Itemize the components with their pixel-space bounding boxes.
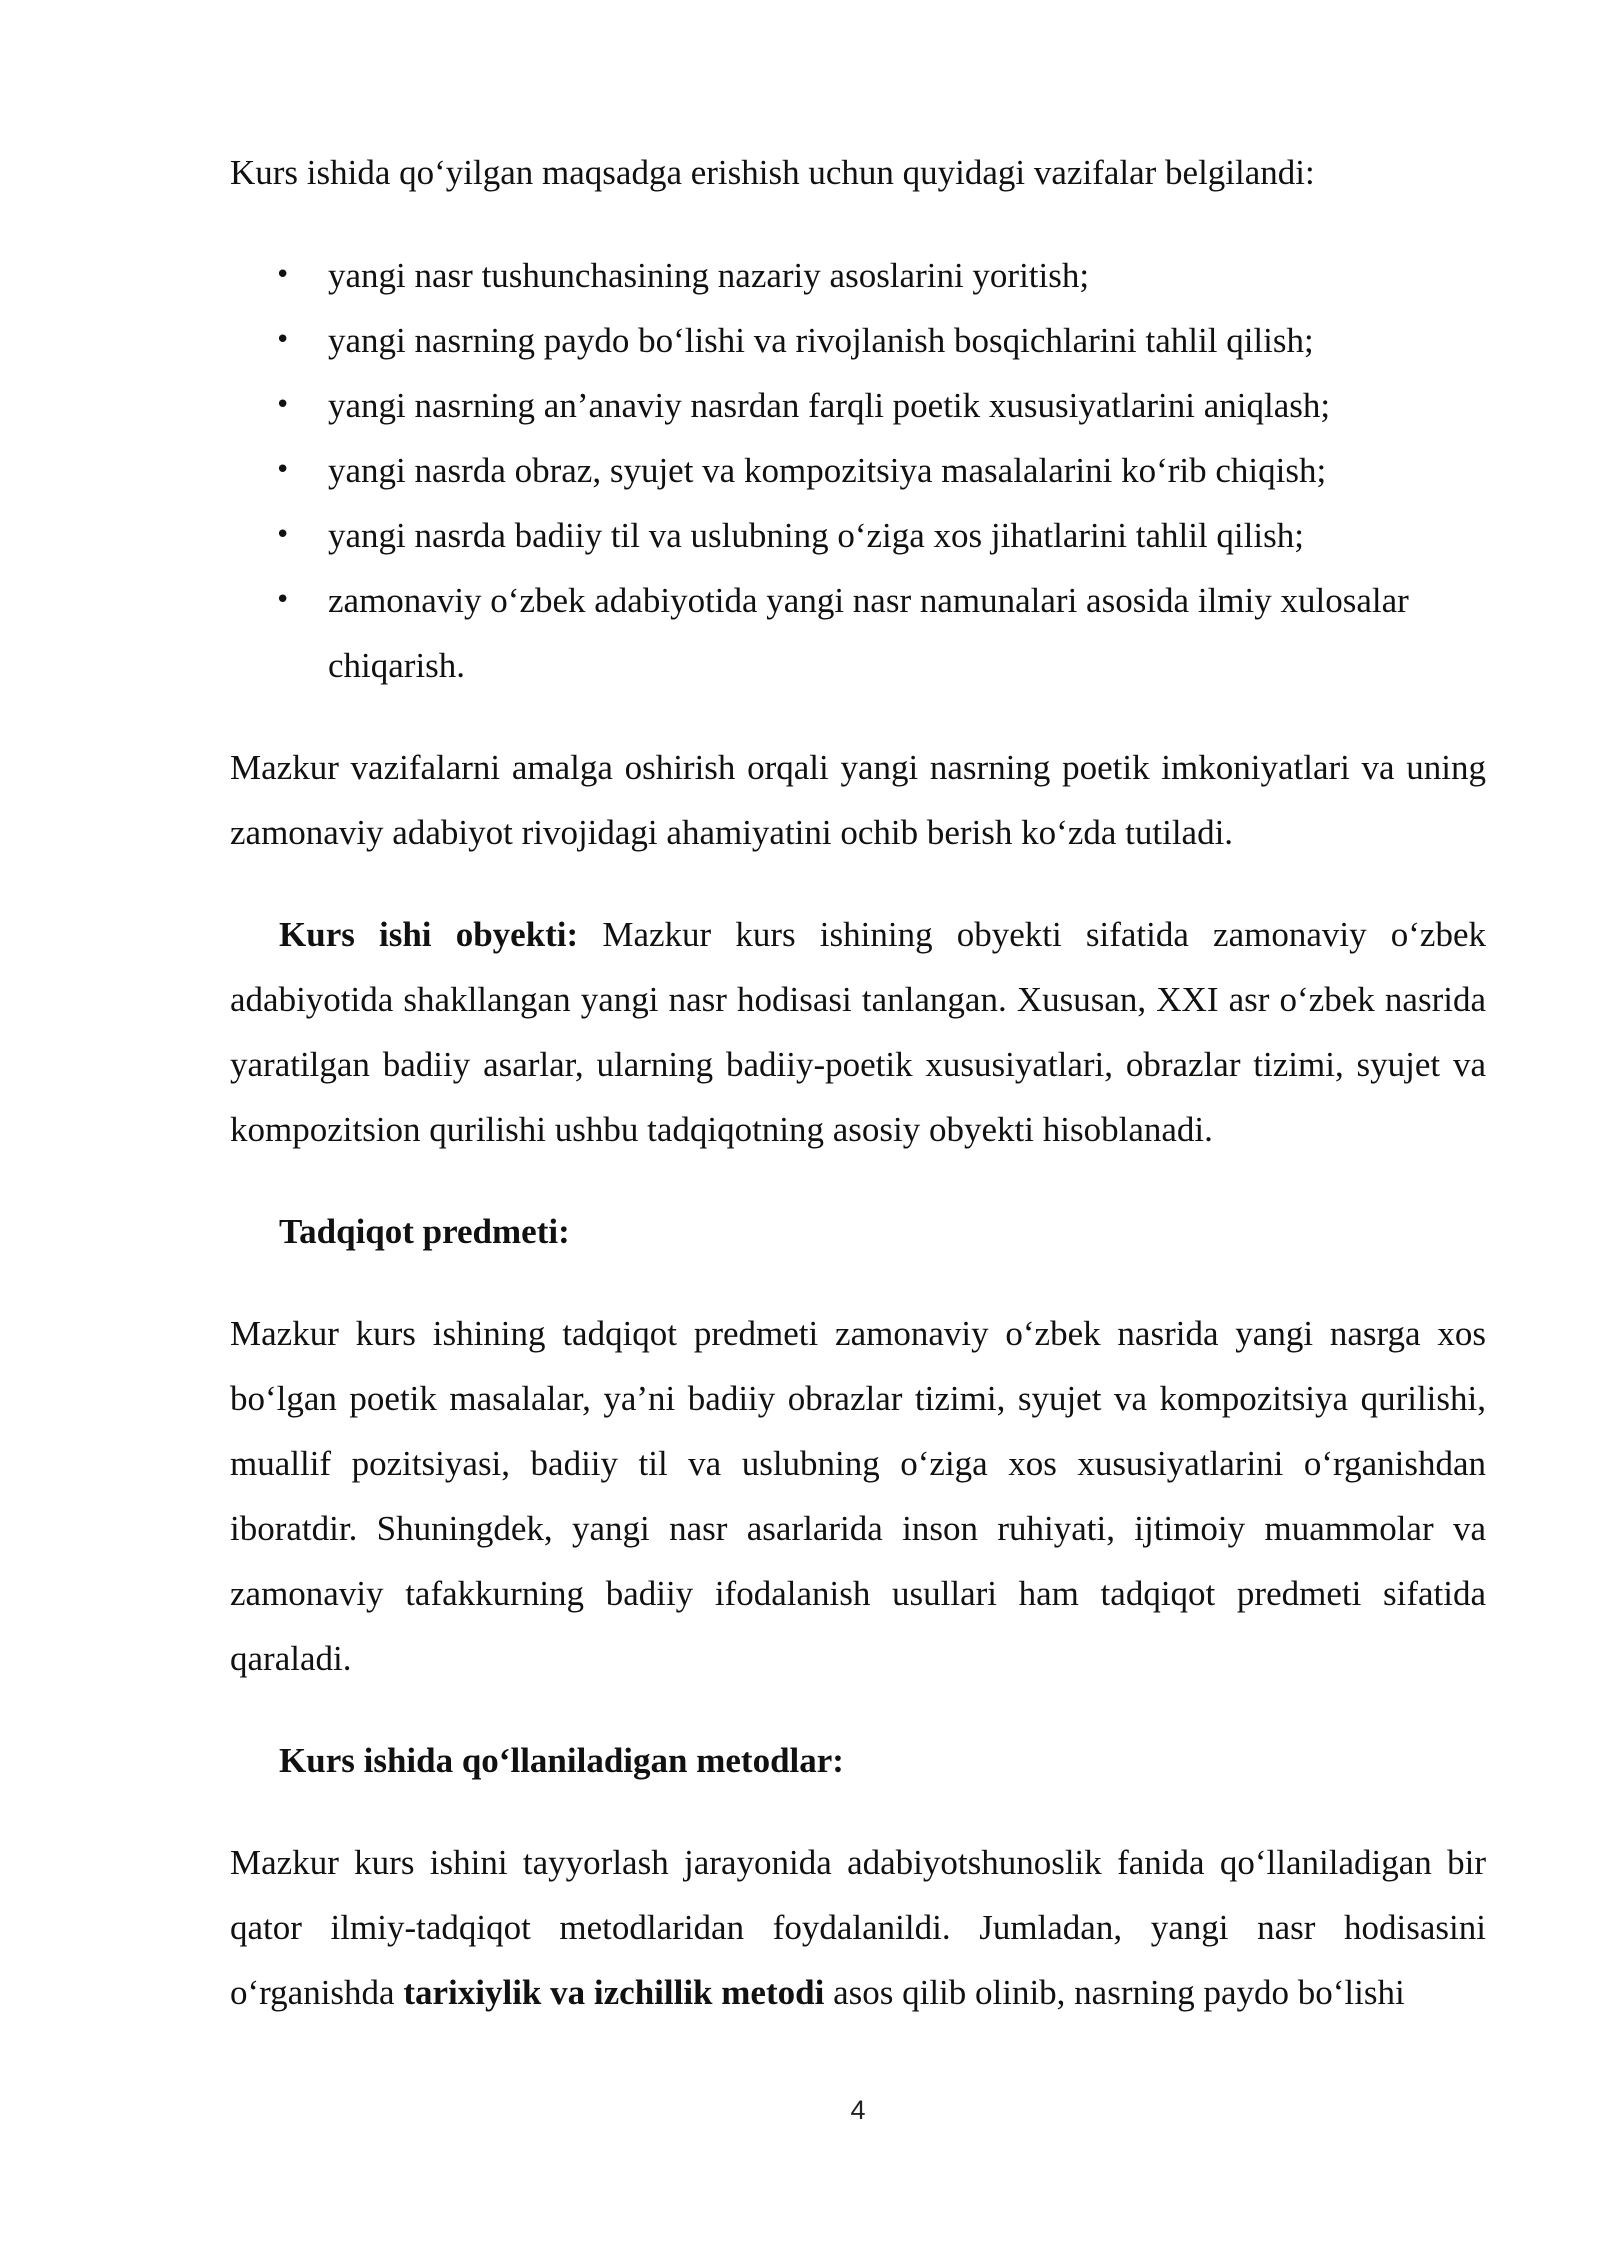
bullet-icon: • xyxy=(275,520,291,550)
bullet-icon: • xyxy=(275,390,291,420)
list-item-text: yangi nasrda obraz, syujet va kompozitsiya masalalarini ko‘rib chiqish; xyxy=(328,451,1327,490)
bullet-icon: • xyxy=(275,585,291,615)
methods-text-after: asos qilib olinib, nasrning paydo bo‘lishi xyxy=(824,1973,1405,2012)
list-item xyxy=(230,373,1486,438)
tasks-list xyxy=(230,243,1486,698)
research-object-label: Kurs ishi obyekti: xyxy=(279,915,579,954)
document-page xyxy=(230,140,1486,2025)
research-object-paragraph xyxy=(230,902,1486,1162)
list-item xyxy=(230,243,1486,308)
tasks-intro: Kurs ishida qo‘yilgan maqsadga erishish uchun quyidagi vazifalar belgilandi: xyxy=(230,153,1315,192)
list-item-text: yangi nasrning paydo bo‘lishi va rivojlanish bosqichlarini tahlil qilish; xyxy=(328,321,1314,360)
list-item-text: zamonaviy o‘zbek adabiyotida yangi nasr namunalari asosida ilmiy xulosalar chiqarish. xyxy=(328,581,1409,685)
list-item-text: yangi nasrda badiiy til va uslubning o‘ziga xos jihatlarini tahlil qilish; xyxy=(328,516,1304,555)
research-subject-heading: Tadqiqot predmeti: xyxy=(279,1212,570,1251)
list-item-text: yangi nasrning an’anaviy nasrdan farqli poetik xususiyatlarini aniqlash; xyxy=(328,386,1331,425)
methods-text-before: Mazkur kurs ishini tayyorlash jarayonida adabiyotshunoslik fanida qo‘llaniladigan bir qator ilmiy-tadqiqot metodlaridan foydalanildi. Jumladan, yangi nasr hodisasini o‘rganishda xyxy=(230,1843,1486,2012)
research-object-text: Mazkur kurs ishining obyekti sifatida zamonaviy o‘zbek adabiyotida shakllangan yangi nasr hodisasi tanlangan. Xususan, XXI asr o‘zbek nasrida yaratilgan badiiy asarlar, ularning badiiy-poetik xususiyatlari, obrazlar tizimi, syujet va kompozitsion qurilishi ushbu tadqiqotning asosiy obyekti hisoblanadi. xyxy=(230,915,1486,1149)
tasks-summary-paragraph: Mazkur vazifalarni amalga oshirish orqali yangi nasrning poetik imkoniyatlari va uning zamonaviy adabiyot rivojidagi ahamiyatini ochib berish ko‘zda tutiladi. xyxy=(230,748,1486,852)
methods-bold-term: tarixiylik va izchillik metodi xyxy=(403,1973,825,2012)
methods-paragraph xyxy=(230,1830,1486,2025)
bullet-icon: • xyxy=(275,260,291,290)
list-item xyxy=(230,568,1486,698)
list-item xyxy=(230,503,1486,568)
list-item xyxy=(230,438,1486,503)
list-item xyxy=(230,308,1486,373)
bullet-icon: • xyxy=(275,325,291,355)
page-number: 4 xyxy=(850,2095,866,2125)
list-item-text: yangi nasr tushunchasining nazariy asoslarini yoritish; xyxy=(328,256,1090,295)
research-subject-paragraph: Mazkur kurs ishining tadqiqot predmeti zamonaviy o‘zbek nasrida yangi nasrga xos bo‘lgan poetik masalalar, ya’ni badiiy obrazlar tizimi, syujet va kompozitsiya qurilishi, muallif pozitsiyasi, badiiy til va uslubning o‘ziga xos xususiyatlarini o‘rganishdan iboratdir. Shuningdek, yangi nasr asarlarida inson ruhiyati, ijtimoiy muammolar va zamonaviy tafakkurning badiiy ifodalanish usullari ham tadqiqot predmeti sifatida qaraladi. xyxy=(230,1314,1486,1678)
methods-heading: Kurs ishida qo‘llaniladigan metodlar: xyxy=(279,1741,844,1780)
bullet-icon: • xyxy=(275,455,291,485)
